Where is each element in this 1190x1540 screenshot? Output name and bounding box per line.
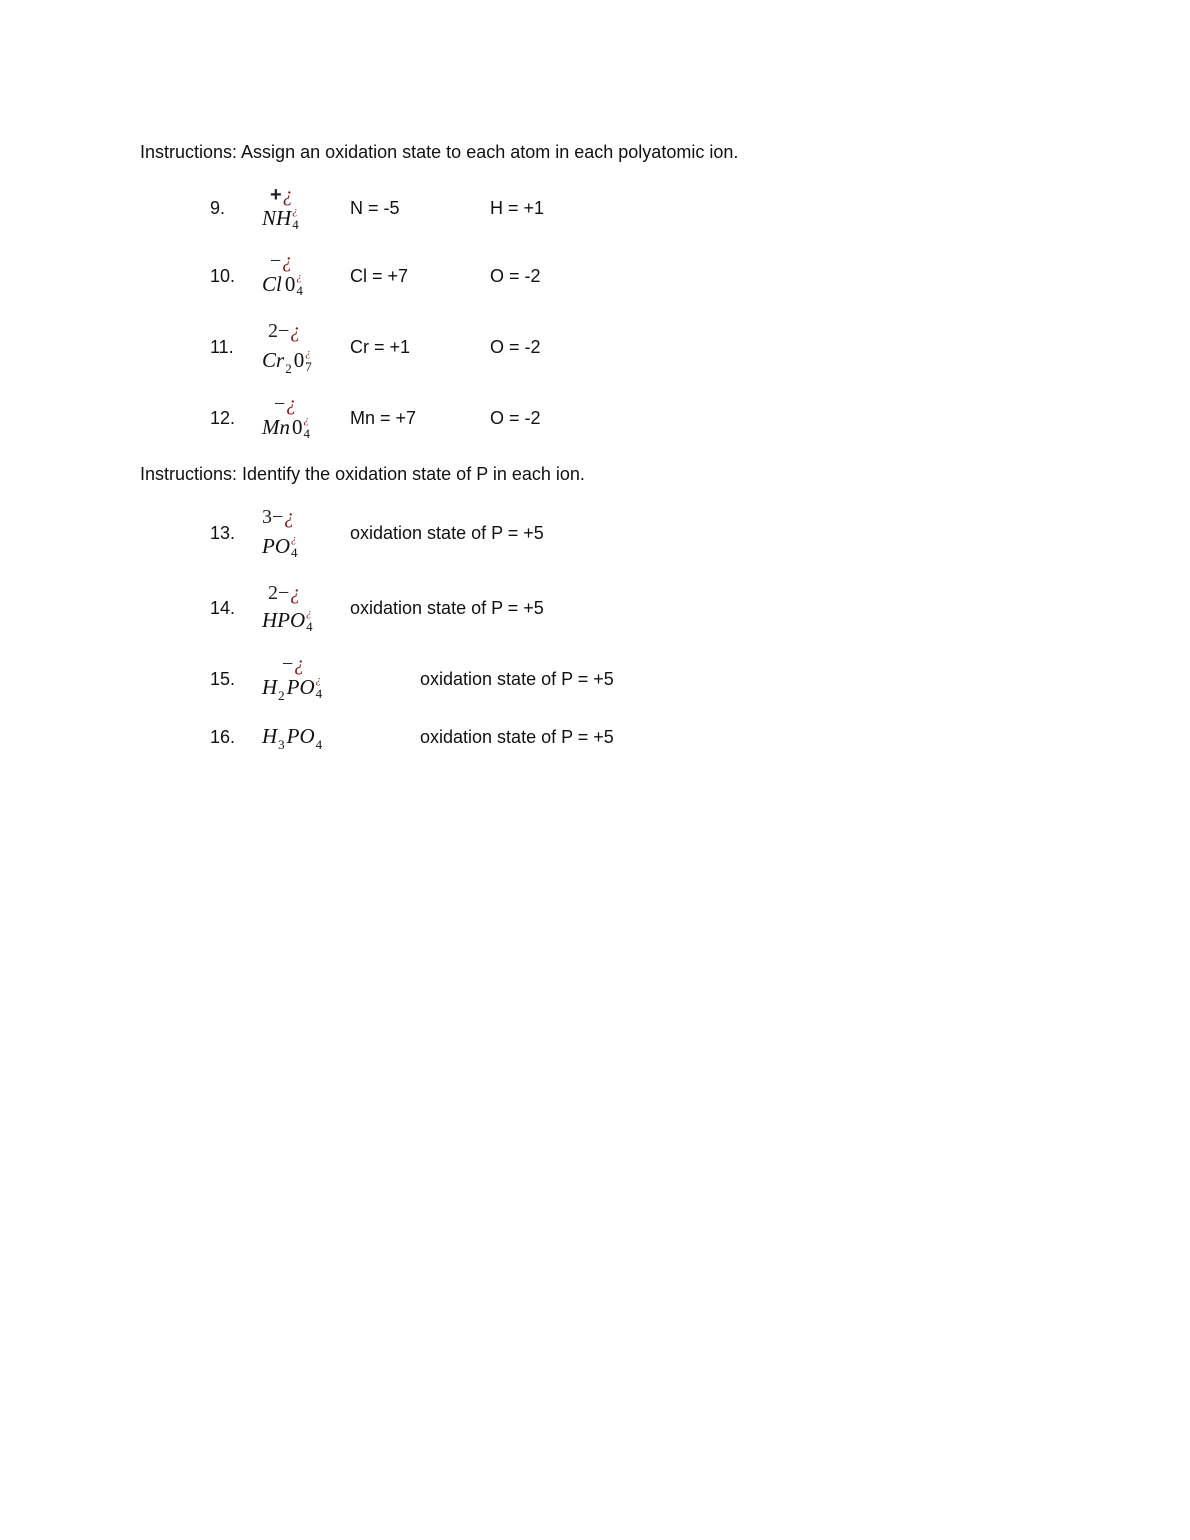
instructions-assign: Instructions: Assign an oxidation state to each atom in each polyatomic ion. — [140, 142, 739, 162]
ion-symbol: NH ¿ 4 — [262, 205, 299, 232]
ion-symbol: Cl 0 ¿ 4 — [262, 271, 303, 298]
instructions-identify: Instructions: Identify the oxidation state of P in each ion. — [140, 464, 585, 484]
ion-symbol: HPO ¿ 4 — [262, 607, 313, 634]
ion-symbol: H2PO ¿ 4 — [262, 674, 323, 703]
ion-formula-mno4 — [262, 394, 352, 454]
question-number: 13. — [210, 523, 236, 543]
answer-o: O = -2 — [490, 337, 541, 357]
ion-charge: 2−¿ — [268, 320, 301, 342]
answer-o: O = -2 — [490, 266, 541, 286]
ion-formula-clo4 — [262, 251, 352, 311]
ion-symbol: Mn0 ¿ 4 — [262, 414, 310, 441]
answer-o: O = -2 — [490, 408, 541, 428]
ion-formula-nh4 — [262, 185, 352, 245]
ion-formula-po4 — [262, 507, 352, 567]
answer-p: oxidation state of P = +5 — [420, 669, 614, 689]
question-number: 15. — [210, 669, 236, 689]
ion-formula-cr2o7 — [262, 321, 352, 381]
ion-formula-hpo4 — [262, 583, 352, 643]
ion-charge: −¿ — [270, 250, 293, 272]
question-number: 10. — [210, 266, 236, 286]
answer-p: oxidation state of P = +5 — [350, 523, 544, 543]
question-number: 11. — [210, 337, 234, 357]
answer-cl: Cl = +7 — [350, 266, 409, 286]
answer-cr: Cr = +1 — [350, 337, 411, 357]
ion-charge: +¿ — [270, 184, 293, 206]
ion-charge: −¿ — [282, 653, 305, 675]
question-number: 12. — [210, 408, 236, 428]
ion-charge: −¿ — [274, 393, 297, 415]
ion-formula-h3po4 — [262, 703, 352, 763]
ion-symbol: Cr20 ¿ 7 — [262, 347, 312, 376]
answer-p: oxidation state of P = +5 — [420, 727, 614, 747]
answer-h: H = +1 — [490, 198, 545, 218]
answer-p: oxidation state of P = +5 — [350, 598, 544, 618]
ion-charge: 2−¿ — [268, 582, 301, 604]
question-number: 16. — [210, 727, 236, 747]
ion-symbol: H3PO4 — [262, 724, 323, 752]
question-number: 14. — [210, 598, 236, 618]
ion-charge: 3−¿ — [262, 506, 295, 528]
answer-mn: Mn = +7 — [350, 408, 417, 428]
answer-n: N = -5 — [350, 198, 400, 218]
question-number: 9. — [210, 198, 226, 218]
ion-symbol: PO ¿ 4 — [262, 533, 298, 560]
